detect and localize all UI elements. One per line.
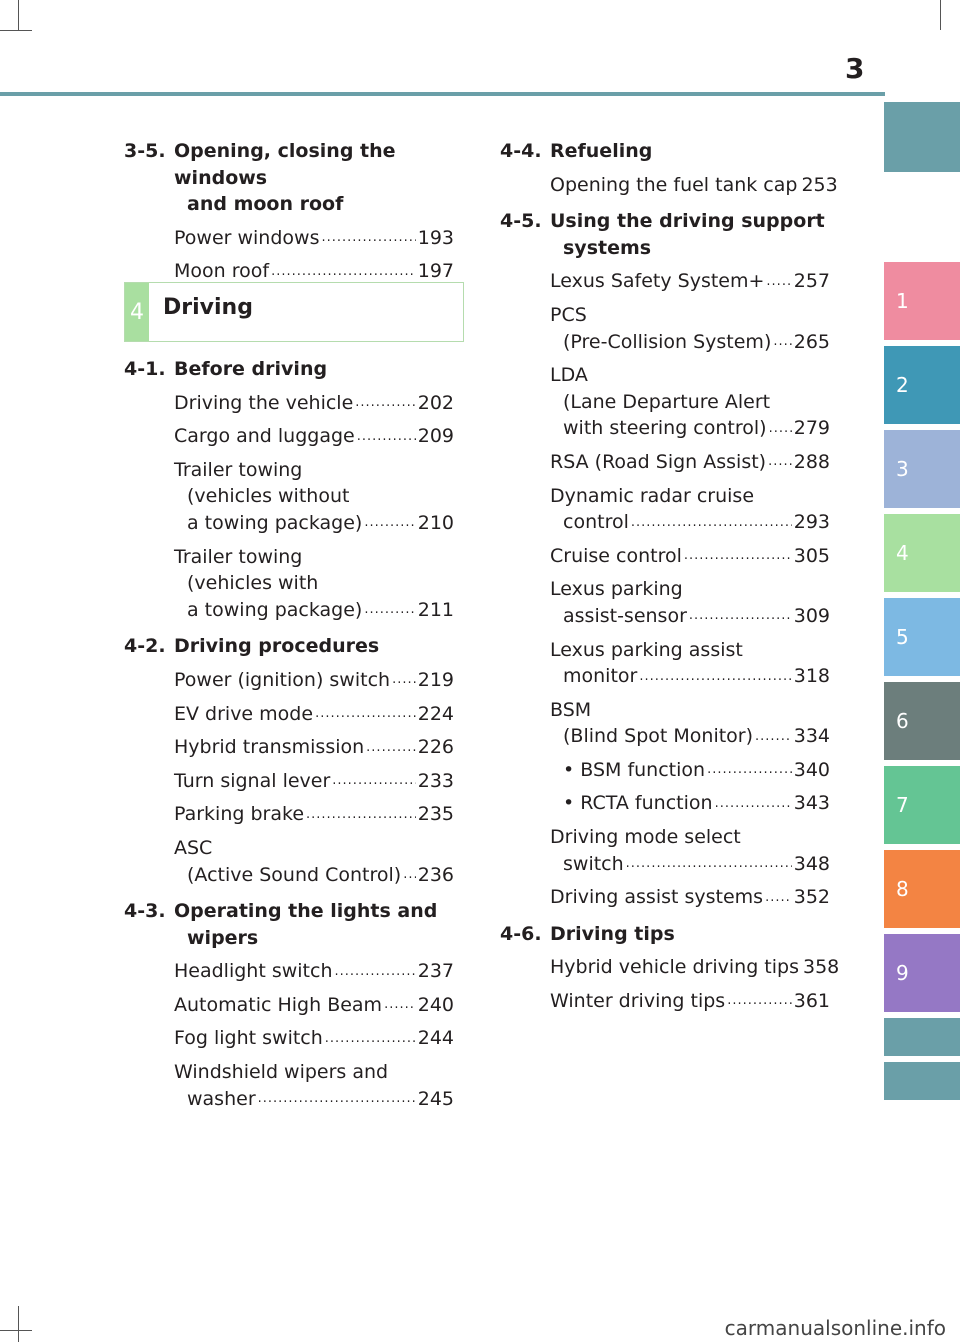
toc-entry[interactable]: Hybrid transmission ..... 226 [174,734,454,761]
toc-entry[interactable]: Trailer towing (vehicles with a towing package) ..... 211 [174,544,454,624]
toc-entry[interactable]: RSA (Road Sign Assist) ..... 288 [550,449,830,476]
toc-entry[interactable]: Headlight switch ..... 237 [174,958,454,985]
toc-entry[interactable]: • RCTA function ..... 343 [550,790,830,817]
toc-entry[interactable]: Lexus parking assist monitor ..... 318 [550,637,830,690]
toc-entry[interactable]: Cruise control ..... 305 [550,543,830,570]
toc-entry[interactable]: LDA (Lane Departure Alert with steering control) ..... 279 [550,362,830,442]
section-heading: 4-1. Before driving [124,358,328,380]
toc-right [500,138,840,1015]
chapter-title: Driving [163,295,253,320]
section-heading: 4-6. Driving tips [500,922,675,945]
section-heading: 3-5. Opening, closing the windows and moon roof [124,140,396,216]
toc-entry[interactable]: Turn signal lever ..... 233 [174,768,454,795]
chapter-number: 4 [125,283,149,341]
toc-entry[interactable]: Cargo and luggage ..... 209 [174,423,454,450]
toc-entry[interactable]: Dynamic radar cruise control ..... 293 [550,483,830,536]
crop-mark [18,1306,19,1342]
toc-entry[interactable]: PCS (Pre-Collision System) ..... 265 [550,302,830,355]
tab-3[interactable]: 3 [884,430,960,508]
section-heading: 4-3. Operating the lights and wipers [124,900,438,949]
tab-8[interactable]: 8 [884,850,960,928]
tab-4[interactable]: 4 [884,514,960,592]
tab-blank[interactable] [884,1018,960,1056]
tab-1[interactable]: 1 [884,262,960,340]
tab-blank[interactable] [884,102,960,172]
chapter-header [124,282,464,342]
toc-entry[interactable]: • BSM function ..... 340 [550,757,830,784]
toc-entry[interactable]: Hybrid vehicle driving tips 358 [550,956,840,979]
tab-9[interactable]: 9 [884,934,960,1012]
toc-entry[interactable]: Power windows ..... 193 [174,225,454,252]
toc-entry[interactable]: Driving assist systems ..... 352 [550,884,830,911]
toc-entry[interactable]: Fog light switch ..... 244 [174,1025,454,1052]
section-heading: 4-2. Driving procedures [124,635,380,658]
header-rule [0,92,885,96]
crop-mark [0,1330,32,1331]
toc-entry[interactable]: Moon roof ..... 197 [174,258,454,285]
toc-entry[interactable]: Automatic High Beam ..... 240 [174,992,454,1019]
toc-entry[interactable]: Driving mode select switch ..... 348 [550,824,830,877]
tab-7[interactable]: 7 [884,766,960,844]
toc-entry[interactable]: ASC (Active Sound Control) ..... 236 [174,835,454,888]
toc-entry[interactable]: Lexus Safety System+ ..... 257 [550,268,830,295]
tab-blank[interactable] [884,1062,960,1100]
footer-watermark: carmanualsonline.info [724,1316,946,1340]
page-number: 3 [845,52,865,85]
toc-entry[interactable]: Opening the fuel tank cap 253 [550,173,838,196]
crop-mark [0,30,32,31]
toc-left-top [124,138,454,285]
toc-entry[interactable]: Parking brake ..... 235 [174,801,454,828]
toc-entry[interactable]: Driving the vehicle ..... 202 [174,390,454,417]
toc-entry[interactable]: Trailer towing (vehicles without a towing package) ..... 210 [174,457,454,537]
toc-left [124,356,454,1112]
tab-6[interactable]: 6 [884,682,960,760]
section-heading: 4-4. Refueling [500,140,653,162]
toc-entry[interactable]: Winter driving tips ..... 361 [550,988,830,1015]
tab-5[interactable]: 5 [884,598,960,676]
section-heading: 4-5. Using the driving support systems [500,210,825,259]
toc-entry[interactable]: EV drive mode ..... 224 [174,701,454,728]
toc-entry[interactable]: BSM (Blind Spot Monitor) ..... 334 [550,697,830,750]
toc-entry[interactable]: Lexus parking assist-sensor ..... 309 [550,576,830,629]
toc-entry[interactable]: Windshield wipers and washer ..... 245 [174,1059,454,1112]
tab-2[interactable]: 2 [884,346,960,424]
crop-mark [940,0,941,30]
toc-entry[interactable]: Power (ignition) switch ..... 219 [174,667,454,694]
crop-mark [18,0,19,30]
